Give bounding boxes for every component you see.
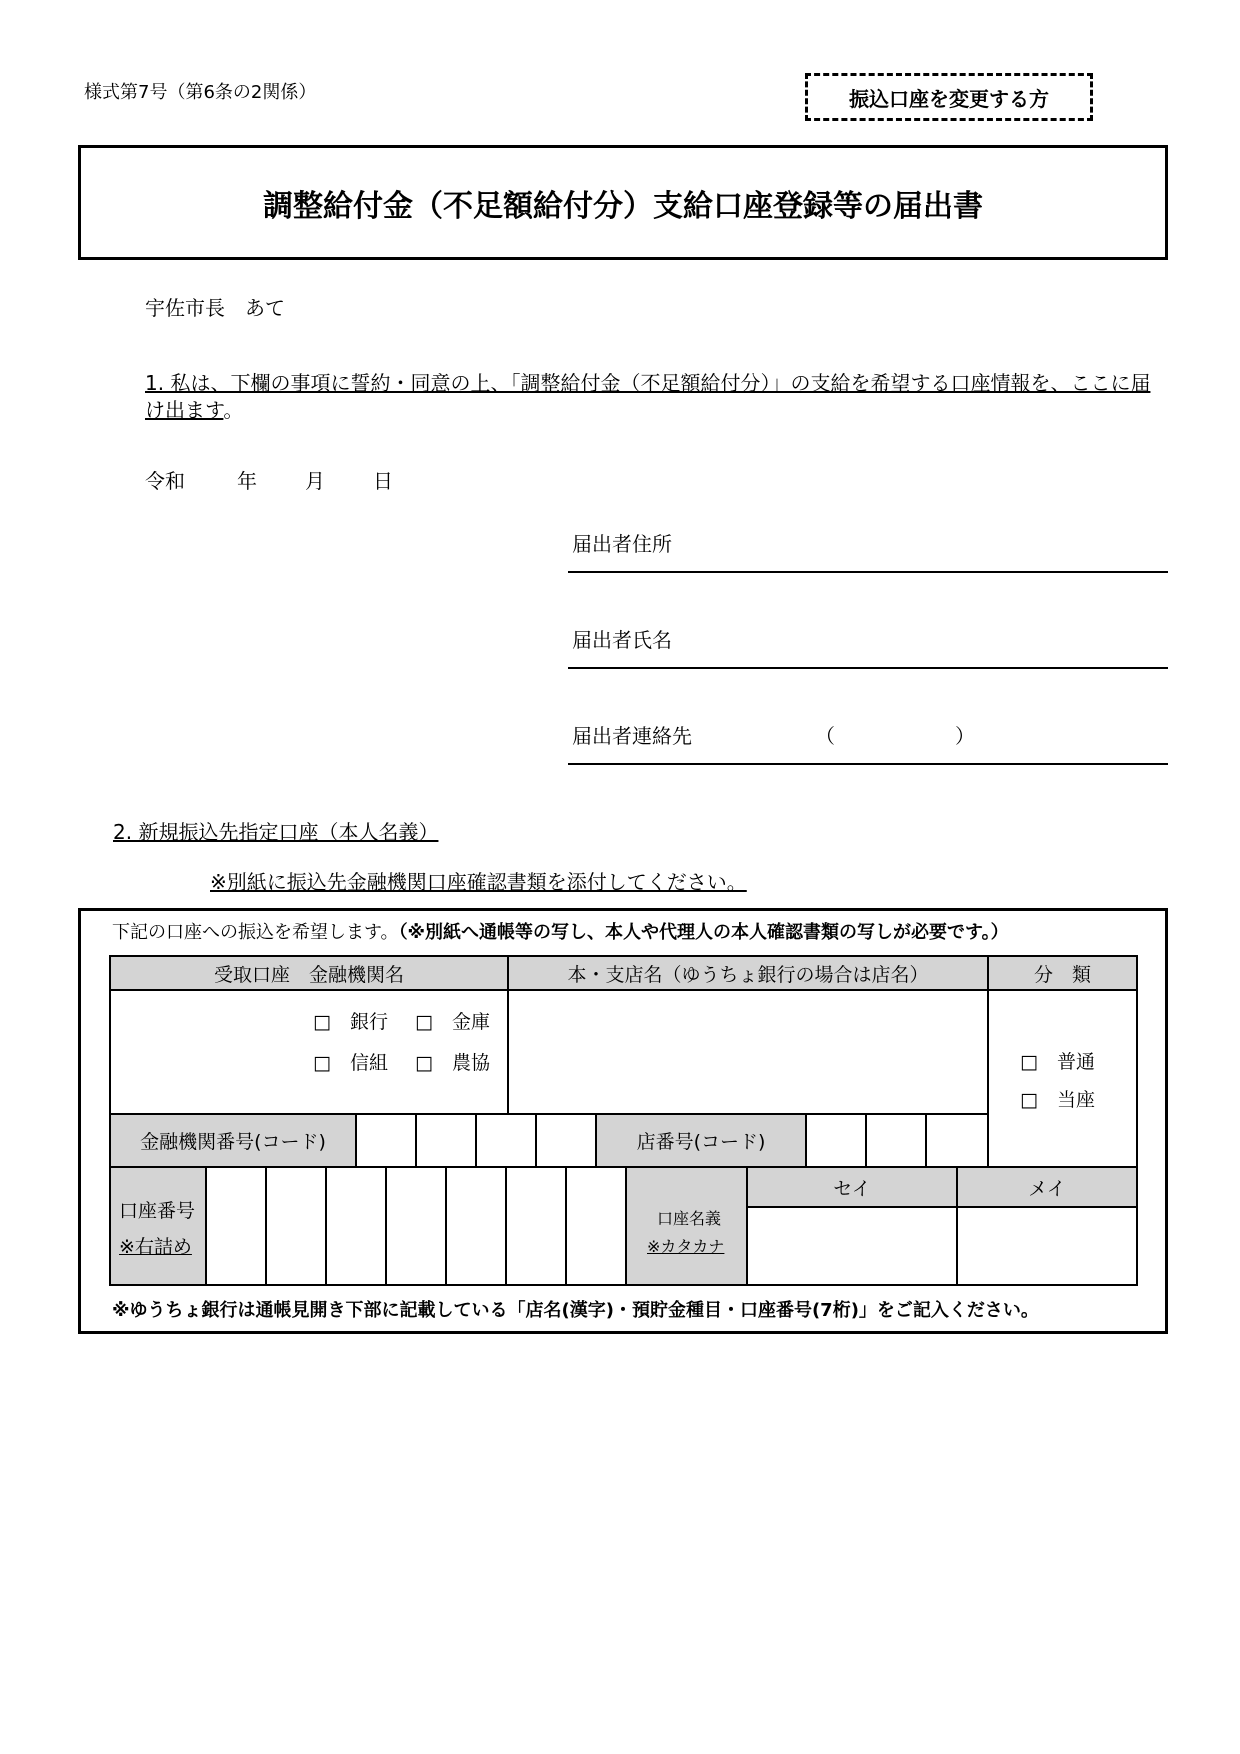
inst-code-digit[interactable] bbox=[535, 1113, 597, 1168]
mei-label: メイ bbox=[956, 1166, 1138, 1208]
declaration-tail: 。 bbox=[223, 398, 244, 422]
form-number: 様式第7号（第6条の2関係） bbox=[84, 82, 317, 103]
hdr-branch: 本・支店名（ゆうちょ銀行の場合は店名） bbox=[507, 955, 989, 991]
branch-code-digit[interactable] bbox=[865, 1113, 927, 1168]
hdr-institution: 受取口座 金融機関名 bbox=[109, 955, 509, 991]
applicant-contact-label: 届出者連絡先 bbox=[572, 724, 692, 748]
inst-code-digit[interactable] bbox=[475, 1113, 537, 1168]
section2-heading: 2. 新規振込先指定口座（本人名義） bbox=[113, 820, 439, 844]
applicant-address-field[interactable] bbox=[568, 571, 1168, 573]
opt-shinkumi[interactable]: □ 信組 bbox=[313, 1052, 388, 1074]
acct-no-digit[interactable] bbox=[385, 1166, 447, 1286]
acct-no-label: 口座番号 bbox=[119, 1200, 196, 1222]
sei-input[interactable] bbox=[746, 1206, 958, 1286]
acct-name-label-cell bbox=[625, 1166, 748, 1286]
opt-noukyou[interactable]: □ 農協 bbox=[415, 1052, 490, 1074]
branch-name-cell[interactable] bbox=[507, 989, 989, 1115]
yucho-footnote: ※ゆうちょ銀行は通帳見開き下部に記載している「店名(漢字)・預貯金種目・口座番号(7桁)」をご記入ください。 bbox=[112, 1300, 1039, 1321]
date-month: 月 bbox=[305, 469, 325, 493]
applicant-address-label: 届出者住所 bbox=[572, 532, 672, 556]
acct-name-note: ※カタカナ bbox=[647, 1237, 725, 1256]
mei-input[interactable] bbox=[956, 1206, 1138, 1286]
opt-touza[interactable]: □ 当座 bbox=[1020, 1089, 1095, 1111]
intro-plain: 下記の口座への振込を希望します。 bbox=[112, 922, 399, 943]
addressee: 宇佐市長 あて bbox=[145, 296, 285, 320]
acct-no-label-cell bbox=[109, 1166, 207, 1286]
category-cell bbox=[987, 989, 1138, 1168]
declaration-underlined: 1. 私は、下欄の事項に誓約・同意の上、「調整給付金（不足額給付分）」の支給を希望する口座情報を、ここに届け出ます bbox=[145, 371, 1151, 422]
hdr-category: 分 類 bbox=[987, 955, 1138, 991]
change-account-stamp: 振込口座を変更する方 bbox=[805, 73, 1093, 121]
inst-code-digit[interactable] bbox=[355, 1113, 417, 1168]
inst-code-digit[interactable] bbox=[415, 1113, 477, 1168]
opt-bank[interactable]: □ 銀行 bbox=[313, 1011, 388, 1033]
opt-futsu[interactable]: □ 普通 bbox=[1020, 1051, 1095, 1073]
acct-no-note: ※右詰め bbox=[119, 1236, 192, 1258]
acct-no-digit[interactable] bbox=[265, 1166, 327, 1286]
applicant-contact-field[interactable] bbox=[568, 763, 1168, 765]
acct-name-label: 口座名義 bbox=[657, 1209, 722, 1228]
acct-no-digit[interactable] bbox=[445, 1166, 507, 1286]
opt-shinkin[interactable]: □ 金庫 bbox=[415, 1011, 490, 1033]
declaration-text bbox=[145, 370, 1165, 424]
branch-code-label: 店番号(コード) bbox=[595, 1113, 807, 1168]
page-title bbox=[78, 145, 1168, 260]
acct-no-digit[interactable] bbox=[325, 1166, 387, 1286]
account-table-intro bbox=[112, 918, 1009, 944]
acct-no-digit[interactable] bbox=[565, 1166, 627, 1286]
date-line bbox=[145, 465, 393, 494]
section2-attach-note: ※別紙に振込先金融機関口座確認書類を添付してください。 bbox=[210, 870, 747, 894]
date-year: 年 bbox=[237, 469, 257, 493]
page-title-text: 調整給付金（不足額給付分）支給口座登録等の届出書 bbox=[263, 188, 983, 224]
applicant-name-label: 届出者氏名 bbox=[572, 628, 672, 652]
date-day: 日 bbox=[373, 469, 393, 493]
intro-bold: （※別紙へ通帳等の写し、本人や代理人の本人確認書類の写しが必要です。） bbox=[398, 922, 1009, 943]
branch-code-digit[interactable] bbox=[805, 1113, 867, 1168]
sei-label: セイ bbox=[746, 1166, 958, 1208]
inst-code-label: 金融機関番号(コード) bbox=[109, 1113, 357, 1168]
applicant-contact-paren: （ ） bbox=[815, 724, 975, 748]
date-era: 令和 bbox=[145, 469, 185, 493]
branch-code-digit[interactable] bbox=[925, 1113, 989, 1168]
applicant-name-field[interactable] bbox=[568, 667, 1168, 669]
acct-no-digit[interactable] bbox=[505, 1166, 567, 1286]
acct-no-digit[interactable] bbox=[205, 1166, 267, 1286]
